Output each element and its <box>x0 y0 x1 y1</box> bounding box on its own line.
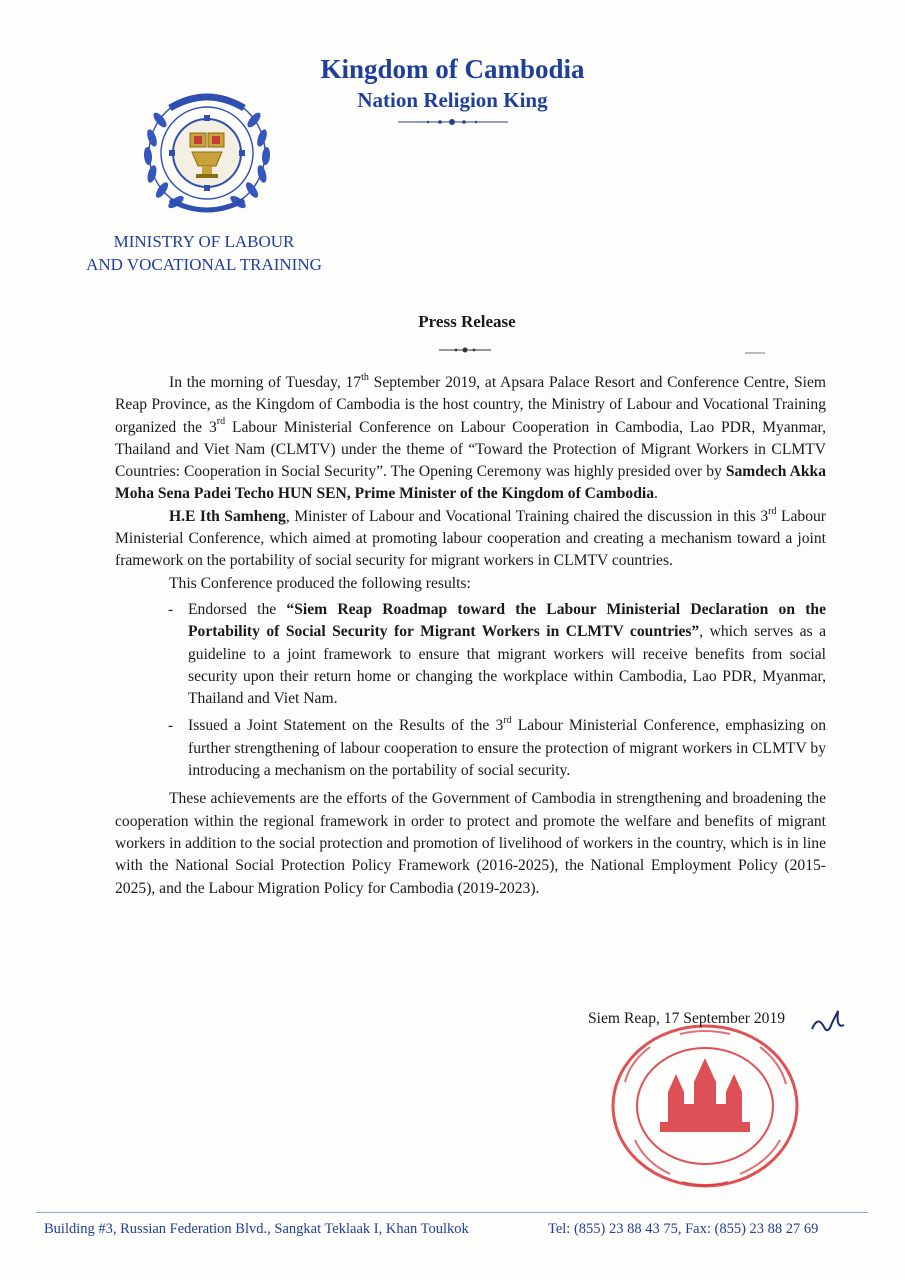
paragraph-results-intro: This Conference produced the following results: <box>169 574 471 592</box>
footer-contact: Tel: (855) 23 88 43 75, Fax: (855) 23 88 27 69 <box>548 1221 819 1237</box>
footer-address: Building #3, Russian Federation Blvd., Sangkat Teklaak I, Khan Toulkok <box>44 1221 469 1237</box>
press-release-body <box>115 372 826 900</box>
stray-mark <box>745 352 765 354</box>
bold-text: H.E Ith Samheng <box>169 507 286 525</box>
bullet-dash: - <box>168 600 174 618</box>
text-span: Issued a Joint Statement on the Results of the 3 <box>188 717 504 735</box>
superscript: rd <box>216 416 226 428</box>
bold-text: Samdech Akka Moha Sena Padei Techo HUN SEN, Prime Minister of the Kingdom of Cambodia <box>115 463 827 503</box>
bullet-dash: - <box>168 717 174 735</box>
text-span: Labour Ministerial Conference, which aimed at promoting labour cooperation and creating a mechanism toward a joint framework on the portability of social security for migrant workers in CLMTV countries. <box>115 507 827 570</box>
paragraph-opening <box>115 372 826 506</box>
paragraph-minister <box>115 506 826 573</box>
text-span: September 2019, at Apsara Palace Resort and Conference Centre, Siem Reap Province, as the Kingdom of Cambodia is the host country, the Ministry of Labour and Vocational Training organized the 3 <box>115 374 827 436</box>
kingdom-title: Kingdom of Cambodia <box>320 54 585 84</box>
text-span: Labour Ministerial Conference, emphasizing on further strengthening of labour cooperation to ensure the protection of migrant workers in CLMTV by introducing a mechanism on the portability of social security. <box>188 717 826 780</box>
superscript: th <box>361 371 369 383</box>
text-span: Labour Ministerial Conference on Labour Cooperation in Cambodia, Lao PDR, Myanmar, Thailand and Viet Nam (CLMTV) under the theme of “Toward the Protection of Migrant Workers in CLMTV Countries: Cooperation in Social Security”. The Opening Ceremony was highly presided over by <box>115 418 826 481</box>
handwritten-signature <box>808 1005 848 1041</box>
text-span: In the morning of Tuesday, 17 <box>169 374 362 391</box>
superscript: rd <box>768 505 777 517</box>
superscript: rd <box>503 715 512 727</box>
ministry-line-1: MINISTRY OF LABOUR <box>113 232 295 251</box>
ministry-logo <box>132 78 282 228</box>
official-seal <box>610 1022 800 1190</box>
footer-divider <box>36 1212 868 1213</box>
list-item <box>115 599 826 710</box>
list-item <box>115 715 826 782</box>
bold-text: “Siem Reap Roadmap toward the Labour Ministerial Declaration on the Portability of Social Security for Migrant Workers in CLMTV countries” <box>188 600 827 641</box>
national-motto: Nation Religion King <box>357 88 548 112</box>
ministry-name <box>78 230 330 276</box>
paragraph-achievements: These achievements are the efforts of the Government of Cambodia in strengthening and broadening the cooperation within the regional framework in order to protect and promote the welfare and benefits of migrant workers in addition to the social protection and promotion of livelihood of workers in the country, which is in line with the National Social Protection Policy Framework (2016-2025), the National Employment Policy (2015-2025), and the Labour Migration Policy for Cambodia (2019-2023). <box>115 790 826 897</box>
document-title: Press Release <box>418 312 516 331</box>
results-list <box>115 599 826 782</box>
text-span: Endorsed the <box>188 600 287 618</box>
footer <box>44 1221 864 1238</box>
text-span: . <box>654 485 658 503</box>
kingdom-header <box>300 52 605 133</box>
text-span: , which serves as a guideline to a joint framework to ensure that migrant workers will receive benefits from social security upon their return home or changing the workplace within Cambodia, Lao PDR, Myanmar, Thailand and Viet Nam. <box>188 623 826 708</box>
text-span: , Minister of Labour and Vocational Training chaired the discussion in this 3 <box>285 507 769 525</box>
title-ornament <box>425 344 505 356</box>
place-and-date: Siem Reap, 17 September 2019 <box>588 1010 786 1027</box>
header-ornament <box>300 116 605 128</box>
ministry-line-2: AND VOCATIONAL TRAINING <box>86 255 322 274</box>
